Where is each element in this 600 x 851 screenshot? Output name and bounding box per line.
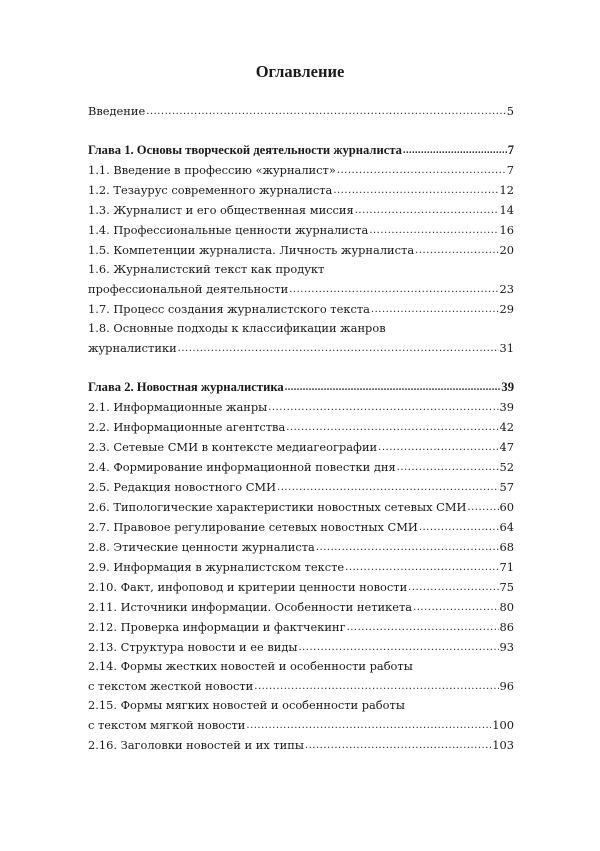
toc-entry <box>88 517 514 537</box>
toc-page-number: 68 <box>499 540 514 554</box>
toc-page-number: 14 <box>499 203 514 217</box>
toc-entry-title: Введение <box>88 104 146 118</box>
dot-leader <box>268 397 498 417</box>
dot-leader <box>254 676 498 696</box>
dot-leader <box>305 735 491 755</box>
toc-entry-title: 2.2. Информационные агентства <box>88 420 286 434</box>
toc-entry <box>88 417 514 437</box>
dot-leader <box>415 240 498 260</box>
dot-leader <box>419 517 499 537</box>
toc-page-number: 12 <box>499 183 514 197</box>
toc-page-number: 93 <box>499 640 514 654</box>
dot-leader <box>355 200 499 220</box>
toc-page-number: 57 <box>499 480 514 494</box>
toc-entry-title: 1.5. Компетенции журналиста. Личность журналиста <box>88 243 415 257</box>
dot-leader <box>467 497 498 517</box>
dot-leader <box>408 577 498 597</box>
dot-leader <box>337 160 506 180</box>
toc-page-number: 86 <box>499 620 514 634</box>
dot-leader <box>347 617 499 637</box>
toc-entry <box>88 537 514 557</box>
toc-entry-title-line: 1.6. Журналистский текст как продукт <box>88 262 325 276</box>
toc-entry-title: 2.3. Сетевые СМИ в контексте медиагеографии <box>88 440 378 454</box>
toc-page-number: 23 <box>499 282 514 296</box>
toc-page-number: 5 <box>506 104 514 118</box>
dot-leader <box>178 338 499 358</box>
toc-entry-title: 2.6. Типологические характеристики новостных сетевых СМИ <box>88 500 467 514</box>
toc-entry-title: 2.9. Информация в журналистском тексте <box>88 560 345 574</box>
toc-entry-title: Глава 1. Основы творческой деятельности журналиста <box>88 143 402 157</box>
dot-leader <box>369 220 498 240</box>
toc-entry <box>88 101 514 121</box>
toc-entry <box>88 240 514 260</box>
toc-entry <box>88 457 514 477</box>
toc-entry-title: 2.11. Источники информации. Особенности нетикета <box>88 600 413 614</box>
dot-leader <box>285 377 501 397</box>
toc-entry-title: 2.12. Проверка информации и фактчекинг <box>88 620 346 634</box>
toc-entry-title: 1.3. Журналист и его общественная миссия <box>88 203 354 217</box>
toc-entry <box>88 477 514 497</box>
dot-leader <box>371 299 499 319</box>
toc-entry-title: 1.1. Введение в профессию «журналист» <box>88 163 336 177</box>
toc-entry-title: 2.1. Информационные жанры <box>88 400 268 414</box>
toc-entry-title: Глава 2. Новостная журналистика <box>88 380 284 394</box>
page-title: Оглавление <box>255 62 345 81</box>
toc-entry-title: 2.5. Редакция новостного СМИ <box>88 480 277 494</box>
toc-entry <box>88 497 514 517</box>
toc-page-number: 47 <box>499 440 514 454</box>
toc-entry-title: журналистики <box>88 341 177 355</box>
toc-entry <box>88 617 514 637</box>
dot-leader <box>146 101 506 121</box>
toc-page-number: 71 <box>499 560 514 574</box>
toc-entry <box>88 696 514 735</box>
toc-entry <box>88 437 514 457</box>
toc-entry <box>88 180 514 200</box>
toc-page-number: 80 <box>499 600 514 614</box>
toc-entry-title-line: 1.8. Основные подходы к классификации жанров <box>88 321 386 335</box>
dot-leader <box>413 597 498 617</box>
table-of-contents <box>88 101 514 755</box>
toc-entry-title: 2.16. Заголовки новостей и их типы <box>88 738 304 752</box>
toc-entry-title: 2.4. Формирование информационной повестки дня <box>88 460 396 474</box>
toc-entry-title-line: 2.14. Формы жестких новостей и особенности работы <box>88 659 413 673</box>
toc-entry-title-line: 2.15. Формы мягких новостей и особенности работы <box>88 698 405 712</box>
toc-entry-title: 2.7. Правовое регулирование сетевых новостных СМИ <box>88 520 418 534</box>
toc-entry-title: 2.10. Факт, инфоповод и критерии ценности новости <box>88 580 408 594</box>
toc-entry-title: 1.2. Тезаурус современного журналиста <box>88 183 333 197</box>
toc-entry-title: 2.8. Этические ценности журналиста <box>88 540 315 554</box>
toc-page-number: 42 <box>499 420 514 434</box>
dot-leader <box>333 180 498 200</box>
dot-leader <box>246 715 491 735</box>
toc-entry <box>88 735 514 755</box>
dot-leader <box>289 279 498 299</box>
toc-page-number: 75 <box>499 580 514 594</box>
toc-entry-title: 2.13. Структура новости и ее виды <box>88 640 298 654</box>
dot-leader <box>316 537 499 557</box>
toc-entry <box>88 557 514 577</box>
toc-page-number: 20 <box>499 243 514 257</box>
dot-leader <box>277 477 498 497</box>
toc-page-number: 31 <box>499 341 514 355</box>
toc-page-number: 60 <box>499 500 514 514</box>
toc-page-number: 29 <box>499 302 514 316</box>
toc-entry <box>88 637 514 657</box>
toc-chapter-entry <box>88 140 514 160</box>
toc-entry-title: профессиональной деятельности <box>88 282 289 296</box>
dot-leader <box>298 637 498 657</box>
toc-entry <box>88 577 514 597</box>
dot-leader <box>397 457 499 477</box>
toc-page-number: 96 <box>499 679 514 693</box>
toc-page-number: 52 <box>499 460 514 474</box>
toc-entry-title: 1.4. Профессиональные ценности журналиста <box>88 223 369 237</box>
dot-leader <box>345 557 498 577</box>
toc-entry-title: с текстом жесткой новости <box>88 679 254 693</box>
toc-entry <box>88 319 514 358</box>
toc-page-number: 39 <box>501 380 514 394</box>
toc-page-number: 7 <box>506 163 514 177</box>
toc-entry-title: с текстом мягкой новости <box>88 718 246 732</box>
toc-entry <box>88 397 514 417</box>
toc-page-number: 100 <box>492 718 514 732</box>
toc-entry-title: 1.7. Процесс создания журналистского текста <box>88 302 370 316</box>
toc-entry <box>88 597 514 617</box>
dot-leader <box>286 417 498 437</box>
toc-page-number: 7 <box>507 143 514 157</box>
toc-entry <box>88 260 514 299</box>
dot-leader <box>378 437 498 457</box>
toc-entry <box>88 160 514 180</box>
toc-chapter-entry <box>88 377 514 397</box>
toc-entry <box>88 200 514 220</box>
toc-entry <box>88 299 514 319</box>
toc-page-number: 16 <box>499 223 514 237</box>
toc-entry <box>88 657 514 696</box>
toc-entry <box>88 220 514 240</box>
toc-page-number: 103 <box>492 738 514 752</box>
toc-page-number: 64 <box>499 520 514 534</box>
dot-leader <box>403 140 507 160</box>
toc-page-number: 39 <box>499 400 514 414</box>
